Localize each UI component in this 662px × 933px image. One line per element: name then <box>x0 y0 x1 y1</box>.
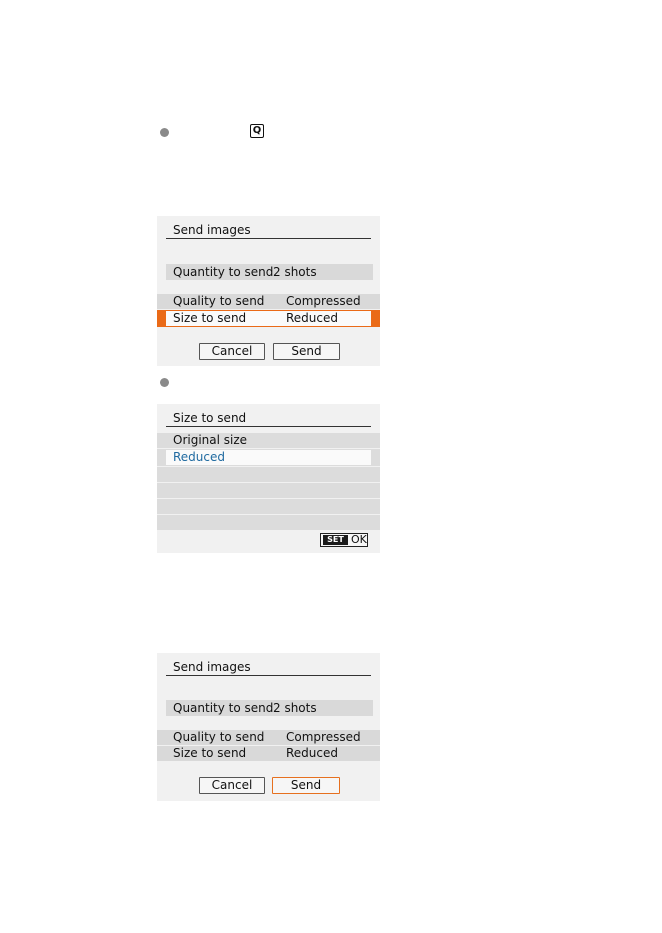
option-original-size[interactable] <box>157 433 380 448</box>
q-button-icon: Q <box>250 124 264 138</box>
row-label: Size to send <box>173 311 247 325</box>
row-value: Compressed <box>286 730 361 744</box>
row-value: Reduced <box>286 311 339 325</box>
set-key-icon: SET <box>323 535 348 545</box>
empty-option-row <box>157 499 380 514</box>
quantity-label: Quantity to send <box>173 701 274 715</box>
menu-row-quality-to-send[interactable] <box>157 294 380 309</box>
screen-title: Send images <box>173 223 251 237</box>
row-value: Compressed <box>286 294 361 308</box>
ok-label: OK <box>351 533 367 546</box>
quantity-label: Quantity to send <box>173 265 274 279</box>
title-divider <box>166 238 371 239</box>
set-ok-button[interactable] <box>320 533 368 547</box>
menu-row-quality-to-send[interactable] <box>157 730 380 745</box>
option-reduced[interactable] <box>157 449 380 466</box>
screen-title: Size to send <box>173 411 247 425</box>
row-label: Quality to send <box>173 294 265 308</box>
empty-option-row <box>157 467 380 482</box>
empty-option-row <box>157 515 380 530</box>
title-divider <box>166 675 371 676</box>
cancel-button[interactable]: Cancel <box>199 343 265 360</box>
bullet-icon <box>160 378 169 387</box>
size-to-send-screen <box>157 404 380 553</box>
cancel-button[interactable]: Cancel <box>199 777 265 794</box>
send-button[interactable]: Send <box>273 343 340 360</box>
menu-row-size-to-send[interactable] <box>157 310 380 327</box>
option-label: Original size <box>173 433 248 447</box>
send-button[interactable]: Send <box>272 777 340 794</box>
quantity-value: 2 shots <box>273 265 317 279</box>
send-images-screen-size-selected <box>157 216 380 366</box>
title-divider <box>166 426 371 427</box>
option-label: Reduced <box>173 450 226 464</box>
row-value: Reduced <box>286 746 339 760</box>
quantity-to-send-bar <box>166 264 373 280</box>
row-label: Quality to send <box>173 730 265 744</box>
menu-row-size-to-send[interactable] <box>157 746 380 761</box>
row-label: Size to send <box>173 746 247 760</box>
empty-option-row <box>157 483 380 498</box>
send-images-screen-send-focused <box>157 653 380 801</box>
bullet-icon <box>160 128 169 137</box>
quantity-to-send-bar <box>166 700 373 716</box>
screen-title: Send images <box>173 660 251 674</box>
quantity-value: 2 shots <box>273 701 317 715</box>
